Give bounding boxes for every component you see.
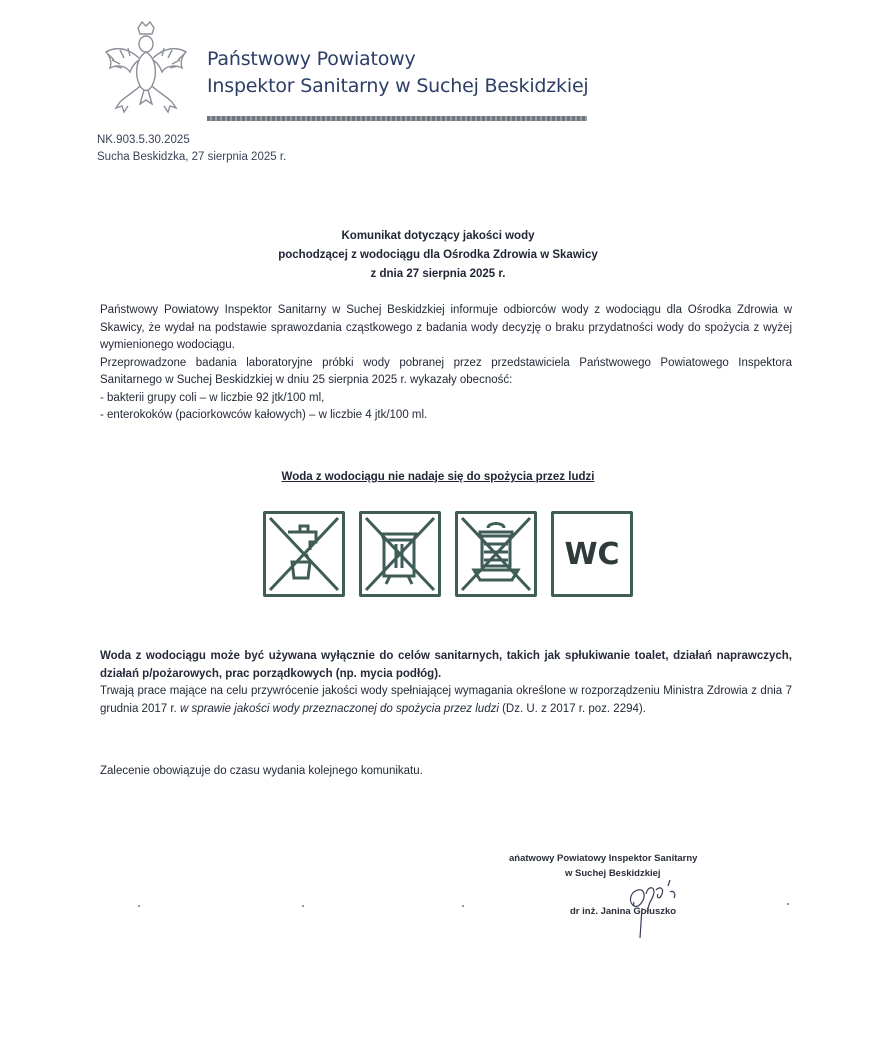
- body-paragraph2: Przeprowadzone badania laboratoryjne próbki wody pobranej przez przedstawiciela Państwowego Powiatowego Inspektora Sanitarnego w Suchej Beskidzkiej w dniu 25 sierpnia 2025 r. wykazały obecność:: [100, 356, 792, 386]
- scan-speck: [787, 903, 789, 905]
- case-number: NK.903.5.30.2025: [97, 134, 190, 146]
- finding-item1: - bakterii grupy coli – w liczbie 92 jtk/100 ml,: [100, 391, 325, 404]
- title-line3: z dnia 27 sierpnia 2025 r.: [370, 268, 506, 280]
- signer-name: dr inż. Janina Gołuszko: [570, 906, 677, 917]
- stamp-line1: ańatwowy Powiatowy Inspektor Sanitarny: [509, 853, 698, 864]
- restoration-text-end: (Dz. U. z 2017 r. poz. 2294).: [502, 702, 646, 715]
- no-drinking-tap-icon: [263, 511, 345, 597]
- title-line1: Komunikat dotyczący jakości wody: [341, 230, 535, 242]
- announcement-body: [100, 302, 792, 425]
- no-cooking-icon: [359, 511, 441, 597]
- regulation-title: w sprawie jakości wody przeznaczonej do spożycia przez ludzi: [179, 702, 499, 715]
- reference-block: [97, 132, 286, 166]
- scan-speck: [462, 905, 464, 907]
- handwritten-signature: [612, 868, 702, 938]
- usage-permitted-text: Woda z wodociągu może być używana wyłącznie do celów sanitarnych, takich jak spłukiwanie toalet, działań naprawczych, działań p/pożarowych, prac porządkowych (np. mycia podłóg).: [100, 650, 792, 680]
- place-date: Sucha Beskidzka, 27 sierpnia 2025 r.: [97, 151, 287, 163]
- institution-name: [207, 46, 589, 100]
- scan-speck: [138, 905, 140, 907]
- body-paragraph1: Państwowy Powiatowy Inspektor Sanitarny w Suchej Beskidzkiej informuje odbiorców wody z wodociągu dla Ośrodka Zdrowia w Skawicy, że wydał na podstawie sprawozdania cząstkowego z badania wody decyzję o braku przydatności wody do spożycia z wyżej wymienionego wodociągu.: [100, 304, 792, 351]
- title-line2: pochodzącej z wodociągu dla Ośrodka Zdrowia w Skawicy: [278, 249, 598, 261]
- document-title: [100, 227, 776, 284]
- header-divider: [207, 116, 587, 121]
- finding-item2: - enterokoków (paciorkowców kałowych) – w liczbie 4 jtk/100 ml.: [100, 409, 428, 421]
- institution-name-line1: Państwowy Powiatowy: [207, 48, 416, 70]
- restoration-text-start: Trwają prace mające na celu przywrócenie jakości wody spełniającej wymagania określone w rozporządzeniu Ministra Zdrowia z dnia 7 grudnia 2017 r.: [100, 685, 792, 715]
- wc-icon: [551, 511, 633, 597]
- wc-label: WC: [564, 536, 620, 572]
- restoration-text: [100, 683, 792, 718]
- eagle-emblem-icon: [100, 18, 192, 116]
- warning-heading: [100, 471, 776, 483]
- closing-note: Zalecenie obowiązuje do czasu wydania kolejnego komunikatu.: [100, 765, 423, 777]
- no-food-prep-icon: [455, 511, 537, 597]
- warning-text: Woda z wodociągu nie nadaje się do spożycia przez ludzi: [281, 471, 595, 483]
- stamp-line2: w Suchej Beskidzkiej: [565, 868, 661, 879]
- scan-speck: [302, 905, 304, 907]
- institution-name-line2: Inspektor Sanitarny w Suchej Beskidzkiej: [207, 75, 589, 97]
- usage-section: [100, 648, 792, 718]
